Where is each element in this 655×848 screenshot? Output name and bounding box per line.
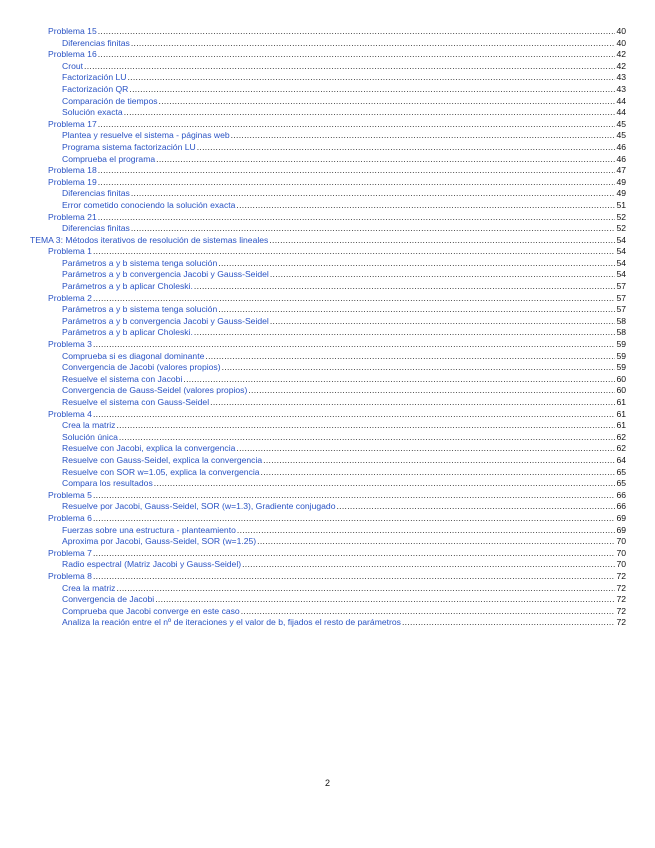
toc-entry [0, 571, 655, 583]
toc-entry-page: 46 [616, 153, 626, 164]
toc-link[interactable] [48, 49, 626, 61]
toc-entry-page: 64 [616, 454, 626, 465]
toc-entry-title: Parámetros a y b sistema tenga solución [62, 304, 218, 315]
toc-entry [0, 154, 655, 166]
toc-link[interactable] [62, 258, 626, 270]
toc-link[interactable] [62, 583, 626, 595]
toc-dot-leader [93, 548, 615, 560]
toc-link[interactable] [62, 467, 626, 479]
toc-link[interactable] [62, 397, 626, 409]
toc-link[interactable] [62, 362, 626, 374]
toc-entry-page: 59 [616, 350, 626, 361]
toc-entry-page: 52 [616, 223, 626, 234]
toc-dot-leader [129, 84, 615, 96]
toc-dot-leader [93, 490, 615, 502]
toc-dot-leader [257, 536, 615, 548]
toc-link[interactable] [48, 26, 626, 38]
toc-dot-leader [131, 188, 616, 200]
toc-entry-page: 44 [616, 107, 626, 118]
toc-link[interactable] [62, 606, 626, 618]
toc-entry [0, 212, 655, 224]
toc-dot-leader [236, 200, 615, 212]
toc-entry-title: Problema 19 [48, 176, 97, 187]
toc-link[interactable] [48, 409, 626, 421]
toc-dot-leader [218, 258, 615, 270]
toc-entry-page: 43 [616, 83, 626, 94]
toc-entry [0, 177, 655, 189]
toc-entry [0, 26, 655, 38]
toc-entry [0, 130, 655, 142]
toc-entry-title: Factorización LU [62, 72, 127, 83]
toc-link[interactable] [48, 548, 626, 560]
toc-entry-title: Problema 21 [48, 211, 97, 222]
toc-dot-leader [93, 246, 615, 258]
toc-entry-page: 70 [616, 547, 626, 558]
toc-entry-title: Plantea y resuelve el sistema - páginas web [62, 130, 230, 141]
toc-dot-leader [159, 96, 616, 108]
toc-dot-leader [119, 432, 616, 444]
toc-entry-page: 69 [616, 512, 626, 523]
toc-entry [0, 96, 655, 108]
toc-entry-page: 42 [616, 60, 626, 71]
toc-entry [0, 258, 655, 270]
toc-entry [0, 200, 655, 212]
toc-dot-leader [269, 235, 615, 247]
toc-entry [0, 84, 655, 96]
toc-link[interactable] [62, 61, 626, 73]
table-of-contents [0, 26, 655, 629]
toc-entry-page: 59 [616, 339, 626, 350]
toc-entry-title: Problema 5 [48, 489, 92, 500]
toc-entry-title: Parámetros a y b convergencia Jacobi y Gauss-Seidel [62, 269, 269, 280]
toc-entry-title: Error cometido conociendo la solución exacta [62, 199, 236, 210]
toc-dot-leader [93, 409, 615, 421]
toc-dot-leader [127, 72, 615, 84]
toc-link[interactable] [48, 212, 626, 224]
toc-dot-leader [237, 525, 616, 537]
toc-entry-title: Diferencias finitas [62, 223, 130, 234]
toc-entry [0, 362, 655, 374]
toc-entry-title: TEMA 3: Métodos iterativos de resolución de sistemas lineales [30, 234, 269, 245]
toc-dot-leader [98, 26, 616, 38]
toc-link[interactable] [62, 374, 626, 386]
toc-dot-leader [98, 177, 616, 189]
toc-entry [0, 351, 655, 363]
toc-link[interactable] [48, 293, 626, 305]
toc-link[interactable] [30, 235, 626, 247]
toc-dot-leader [155, 594, 615, 606]
toc-link[interactable] [62, 269, 626, 281]
toc-entry [0, 490, 655, 502]
toc-entry-title: Parámetros a y b aplicar Choleski. [62, 327, 193, 338]
toc-entry [0, 165, 655, 177]
toc-entry [0, 142, 655, 154]
toc-entry [0, 501, 655, 513]
toc-dot-leader [336, 501, 615, 513]
toc-entry-title: Problema 3 [48, 339, 92, 350]
toc-entry-title: Problema 6 [48, 512, 92, 523]
toc-entry-page: 61 [616, 420, 626, 431]
toc-entry-title: Analiza la reación entre el nº de iteraciones y el valor de b, fijados el resto de parámetros [62, 617, 401, 628]
toc-entry-page: 49 [616, 188, 626, 199]
toc-link[interactable] [48, 571, 626, 583]
toc-dot-leader [156, 154, 615, 166]
toc-entry-page: 60 [616, 373, 626, 384]
toc-dot-leader [98, 212, 616, 224]
toc-link[interactable] [62, 617, 626, 629]
toc-entry [0, 513, 655, 525]
toc-entry [0, 385, 655, 397]
toc-dot-leader [93, 293, 615, 305]
toc-entry-title: Aproxima por Jacobi, Gauss-Seidel, SOR (w=1.25) [62, 536, 257, 547]
toc-dot-leader [183, 374, 615, 386]
toc-entry-page: 40 [616, 26, 626, 36]
toc-entry [0, 432, 655, 444]
toc-dot-leader [205, 351, 615, 363]
toc-entry-title: Compara los resultados [62, 478, 153, 489]
toc-entry-page: 58 [616, 315, 626, 326]
toc-dot-leader [84, 61, 615, 73]
toc-entry [0, 72, 655, 84]
toc-entry-page: 69 [616, 524, 626, 535]
toc-link[interactable] [62, 72, 626, 84]
toc-dot-leader [131, 38, 616, 50]
toc-link[interactable] [62, 385, 626, 397]
toc-entry-title: Problema 18 [48, 165, 97, 176]
toc-entry-page: 62 [616, 431, 626, 442]
toc-link[interactable] [62, 130, 626, 142]
toc-entry [0, 339, 655, 351]
toc-entry-title: Comprueba si es diagonal dominante [62, 350, 205, 361]
toc-link[interactable] [62, 594, 626, 606]
toc-entry-title: Solución exacta [62, 107, 123, 118]
toc-dot-leader [402, 617, 615, 629]
toc-link[interactable] [62, 536, 626, 548]
toc-entry-title: Comprueba que Jacobi converge en este caso [62, 605, 240, 616]
toc-dot-leader [194, 327, 616, 339]
toc-dot-leader [241, 606, 616, 618]
toc-entry-page: 72 [616, 605, 626, 616]
toc-dot-leader [248, 385, 615, 397]
toc-entry-page: 66 [616, 501, 626, 512]
toc-dot-leader [93, 339, 615, 351]
toc-entry-title: Problema 8 [48, 570, 92, 581]
toc-link[interactable] [62, 154, 626, 166]
toc-entry-page: 45 [616, 130, 626, 141]
toc-link[interactable] [62, 455, 626, 467]
toc-entry-page: 65 [616, 478, 626, 489]
toc-entry [0, 316, 655, 328]
toc-entry-page: 47 [616, 165, 626, 176]
toc-dot-leader [93, 571, 615, 583]
toc-entry-page: 46 [616, 141, 626, 152]
toc-link[interactable] [48, 513, 626, 525]
toc-dot-leader [116, 420, 615, 432]
toc-entry [0, 107, 655, 119]
toc-entry [0, 455, 655, 467]
toc-entry-title: Factorización QR [62, 83, 129, 94]
toc-entry-title: Resuelve el sistema con Jacobi [62, 373, 183, 384]
toc-entry-page: 70 [616, 559, 626, 570]
toc-entry [0, 223, 655, 235]
toc-dot-leader [154, 478, 616, 490]
toc-entry [0, 559, 655, 571]
toc-link[interactable] [62, 327, 626, 339]
toc-entry [0, 293, 655, 305]
toc-link[interactable] [62, 316, 626, 328]
toc-entry-page: 58 [616, 327, 626, 338]
toc-link[interactable] [62, 96, 626, 108]
toc-link[interactable] [62, 478, 626, 490]
toc-entry-page: 57 [616, 281, 626, 292]
toc-link[interactable] [62, 420, 626, 432]
toc-entry-title: Resuelve con SOR w=1.05, explica la convergencia [62, 466, 260, 477]
toc-entry [0, 188, 655, 200]
toc-entry-title: Comprueba el programa [62, 153, 156, 164]
toc-entry [0, 49, 655, 61]
toc-entry-page: 42 [616, 49, 626, 60]
toc-entry-page: 60 [616, 385, 626, 396]
toc-entry-page: 52 [616, 211, 626, 222]
toc-entry [0, 583, 655, 595]
toc-link[interactable] [62, 84, 626, 96]
toc-link[interactable] [62, 443, 626, 455]
toc-entry-title: Programa sistema factorización LU [62, 141, 196, 152]
toc-dot-leader [270, 316, 616, 328]
toc-dot-leader [98, 49, 616, 61]
toc-link[interactable] [62, 351, 626, 363]
toc-entry-title: Radio espectral (Matriz Jacobi y Gauss-Seidel) [62, 559, 242, 570]
toc-entry-title: Solución única [62, 431, 118, 442]
toc-entry-title: Resuelve con Jacobi, explica la convergencia [62, 443, 236, 454]
toc-entry-page: 43 [616, 72, 626, 83]
toc-entry [0, 327, 655, 339]
toc-entry-page: 54 [616, 234, 626, 245]
toc-entry [0, 536, 655, 548]
toc-link[interactable] [62, 501, 626, 513]
toc-dot-leader [231, 130, 616, 142]
toc-entry-title: Crea la matriz [62, 420, 116, 431]
toc-entry-page: 72 [616, 617, 626, 628]
toc-link[interactable] [62, 142, 626, 154]
toc-link[interactable] [48, 246, 626, 258]
toc-link[interactable] [62, 223, 626, 235]
toc-entry-page: 40 [616, 37, 626, 48]
toc-entry-title: Resuelve el sistema con Gauss-Seidel [62, 397, 210, 407]
toc-entry-page: 72 [616, 570, 626, 581]
toc-entry-title: Problema 1 [48, 246, 92, 257]
toc-entry [0, 606, 655, 618]
toc-entry-page: 70 [616, 536, 626, 547]
toc-dot-leader [98, 165, 616, 177]
toc-dot-leader [242, 559, 615, 571]
toc-entry [0, 38, 655, 50]
toc-entry-title: Problema 16 [48, 49, 97, 60]
toc-entry [0, 246, 655, 258]
toc-entry-page: 54 [616, 269, 626, 280]
toc-entry [0, 548, 655, 560]
toc-entry-title: Parámetros a y b sistema tenga solución [62, 257, 218, 268]
toc-dot-leader [263, 455, 615, 467]
toc-entry-title: Fuerzas sobre una estructura - planteamiento [62, 524, 236, 535]
toc-dot-leader [210, 397, 615, 409]
toc-link[interactable] [62, 107, 626, 119]
toc-entry [0, 478, 655, 490]
toc-entry-page: 51 [616, 199, 626, 210]
toc-entry-title: Parámetros a y b convergencia Jacobi y Gauss-Seidel [62, 315, 269, 326]
toc-entry-title: Problema 17 [48, 118, 97, 129]
toc-entry-title: Comparación de tiempos [62, 95, 158, 106]
toc-link[interactable] [62, 200, 626, 212]
toc-entry-title: Crea la matriz [62, 582, 116, 593]
toc-entry [0, 594, 655, 606]
toc-link[interactable] [48, 339, 626, 351]
toc-entry [0, 409, 655, 421]
toc-entry-title: Convergencia de Gauss-Seidel (valores propios) [62, 385, 248, 396]
toc-dot-leader [116, 583, 615, 595]
toc-entry-title: Crout [62, 60, 84, 71]
toc-entry-page: 66 [616, 489, 626, 500]
toc-entry [0, 269, 655, 281]
toc-entry [0, 119, 655, 131]
toc-entry-title: Diferencias finitas [62, 188, 130, 199]
toc-entry-title: Problema 2 [48, 292, 92, 303]
toc-entry-page: 62 [616, 443, 626, 454]
toc-entry-title: Resuelve con Gauss-Seidel, explica la convergencia [62, 454, 263, 465]
toc-entry [0, 304, 655, 316]
toc-link[interactable] [62, 38, 626, 50]
toc-entry [0, 467, 655, 479]
toc-entry-page: 61 [616, 397, 626, 407]
toc-entry [0, 235, 655, 247]
toc-link[interactable] [48, 165, 626, 177]
toc-dot-leader [93, 513, 615, 525]
toc-dot-leader [261, 467, 616, 479]
toc-link[interactable] [62, 304, 626, 316]
toc-entry-page: 57 [616, 304, 626, 315]
toc-dot-leader [194, 281, 616, 293]
toc-entry-title: Convergencia de Jacobi (valores propios) [62, 362, 221, 373]
toc-entry-page: 57 [616, 292, 626, 303]
toc-dot-leader [218, 304, 615, 316]
toc-entry-title: Problema 15 [48, 26, 97, 36]
page-number: 2 [324, 778, 330, 788]
toc-entry-title: Parámetros a y b aplicar Choleski. [62, 281, 193, 292]
toc-dot-leader [197, 142, 616, 154]
toc-dot-leader [270, 269, 616, 281]
toc-entry-page: 44 [616, 95, 626, 106]
toc-dot-leader [222, 362, 616, 374]
toc-link[interactable] [62, 559, 626, 571]
toc-dot-leader [131, 223, 616, 235]
toc-entry-page: 65 [616, 466, 626, 477]
toc-link[interactable] [62, 525, 626, 537]
toc-entry-page: 72 [616, 582, 626, 593]
toc-entry-page: 45 [616, 118, 626, 129]
toc-entry-title: Problema 7 [48, 547, 92, 558]
toc-entry-page: 54 [616, 246, 626, 257]
toc-entry [0, 525, 655, 537]
toc-entry [0, 374, 655, 386]
toc-link[interactable] [62, 432, 626, 444]
toc-link[interactable] [62, 188, 626, 200]
toc-entry-page: 54 [616, 257, 626, 268]
toc-dot-leader [124, 107, 616, 119]
toc-entry [0, 61, 655, 73]
toc-entry [0, 443, 655, 455]
toc-dot-leader [98, 119, 616, 131]
toc-entry-page: 72 [616, 594, 626, 605]
toc-link[interactable] [48, 119, 626, 131]
toc-entry-title: Problema 4 [48, 408, 92, 419]
toc-entry [0, 397, 655, 409]
toc-entry-title: Convergencia de Jacobi [62, 594, 155, 605]
toc-link[interactable] [48, 177, 626, 189]
toc-entry [0, 617, 655, 629]
toc-entry-title: Diferencias finitas [62, 37, 130, 48]
toc-entry-title: Resuelve por Jacobi, Gauss-Seidel, SOR (w=1.3), Gradiente conjugado [62, 501, 336, 512]
toc-entry-page: 49 [616, 176, 626, 187]
toc-entry [0, 420, 655, 432]
toc-entry-page: 59 [616, 362, 626, 373]
toc-entry [0, 281, 655, 293]
toc-link[interactable] [62, 281, 626, 293]
toc-link[interactable] [48, 490, 626, 502]
toc-dot-leader [236, 443, 615, 455]
toc-entry-page: 61 [616, 408, 626, 419]
